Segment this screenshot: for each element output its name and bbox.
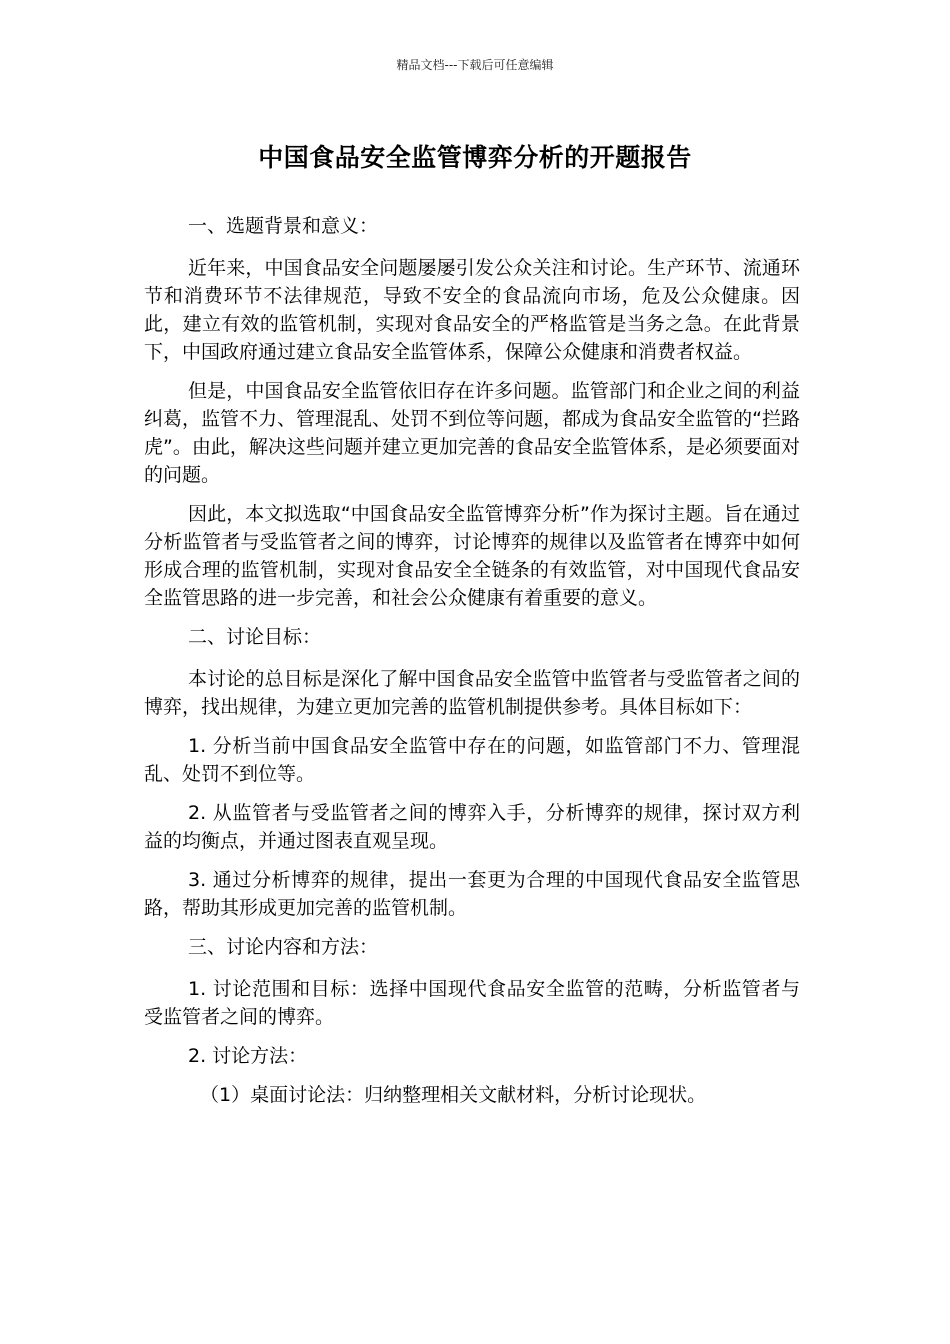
list-subitem-method-2-1: （1）桌面讨论法：归纳整理相关文献材料，分析讨论现状。 — [200, 1084, 707, 1106]
section-heading-methods: 三、讨论内容和方法： — [188, 936, 379, 958]
list-item-method-1: 1. 讨论范围和目标：选择中国现代食品安全监管的范畴，分析监管者与受监管者之间的博弈。 — [144, 978, 800, 1028]
paragraph-background-1: 近年来，中国食品安全问题屡屡引发公众关注和讨论。生产环节、流通环节和消费环节不法律规范，导致不安全的食品流向市场，危及公众健康。因此，建立有效的监管机制，实现对食品安全的严格监管是当务之急。在此背景下，中国政府通过建立食品安全监管体系，保障公众健康和消费者权益。 — [144, 257, 800, 363]
paragraph-background-3: 因此，本文拟选取“中国食品安全监管博弈分析”作为探讨主题。旨在通过分析监管者与受监管者之间的博弈，讨论博弈的规律以及监管者在博弈中如何形成合理的监管机制，实现对食品安全全链条的有效监管，对中国现代食品安全监管思路的进一步完善，和社会公众健康有着重要的意义。 — [144, 503, 800, 609]
list-item-method-2: 2. 讨论方法： — [188, 1045, 308, 1067]
paragraph-goals-intro: 本讨论的总目标是深化了解中国食品安全监管中监管者与受监管者之间的博弈，找出规律，为建立更加完善的监管机制提供参考。具体目标如下： — [144, 668, 800, 718]
document-body — [144, 212, 800, 1120]
paragraph-background-2: 但是，中国食品安全监管依旧存在许多问题。监管部门和企业之间的利益纠葛，监管不力、管理混乱、处罚不到位等问题，都成为食品安全监管的“拦路虎”。由此，解决这些问题并建立更加完善的食品安全监管体系，是必须要面对的问题。 — [144, 380, 800, 486]
list-item-goal-1: 1. 分析当前中国食品安全监管中存在的问题，如监管部门不力、管理混乱、处罚不到位等。 — [144, 735, 800, 785]
header-note: 精品文档---下载后可任意编辑 — [396, 58, 554, 72]
list-item-goal-3: 3. 通过分析博弈的规律，提出一套更为合理的中国现代食品安全监管思路，帮助其形成更加完善的监管机制。 — [144, 869, 800, 919]
section-heading-background: 一、选题背景和意义： — [188, 215, 379, 237]
list-item-goal-2: 2. 从监管者与受监管者之间的博弈入手，分析博弈的规律，探讨双方利益的均衡点，并通过图表直观呈现。 — [144, 802, 800, 852]
document-title: 中国食品安全监管博弈分析的开题报告 — [258, 143, 692, 172]
section-heading-goals: 二、讨论目标： — [188, 626, 322, 648]
